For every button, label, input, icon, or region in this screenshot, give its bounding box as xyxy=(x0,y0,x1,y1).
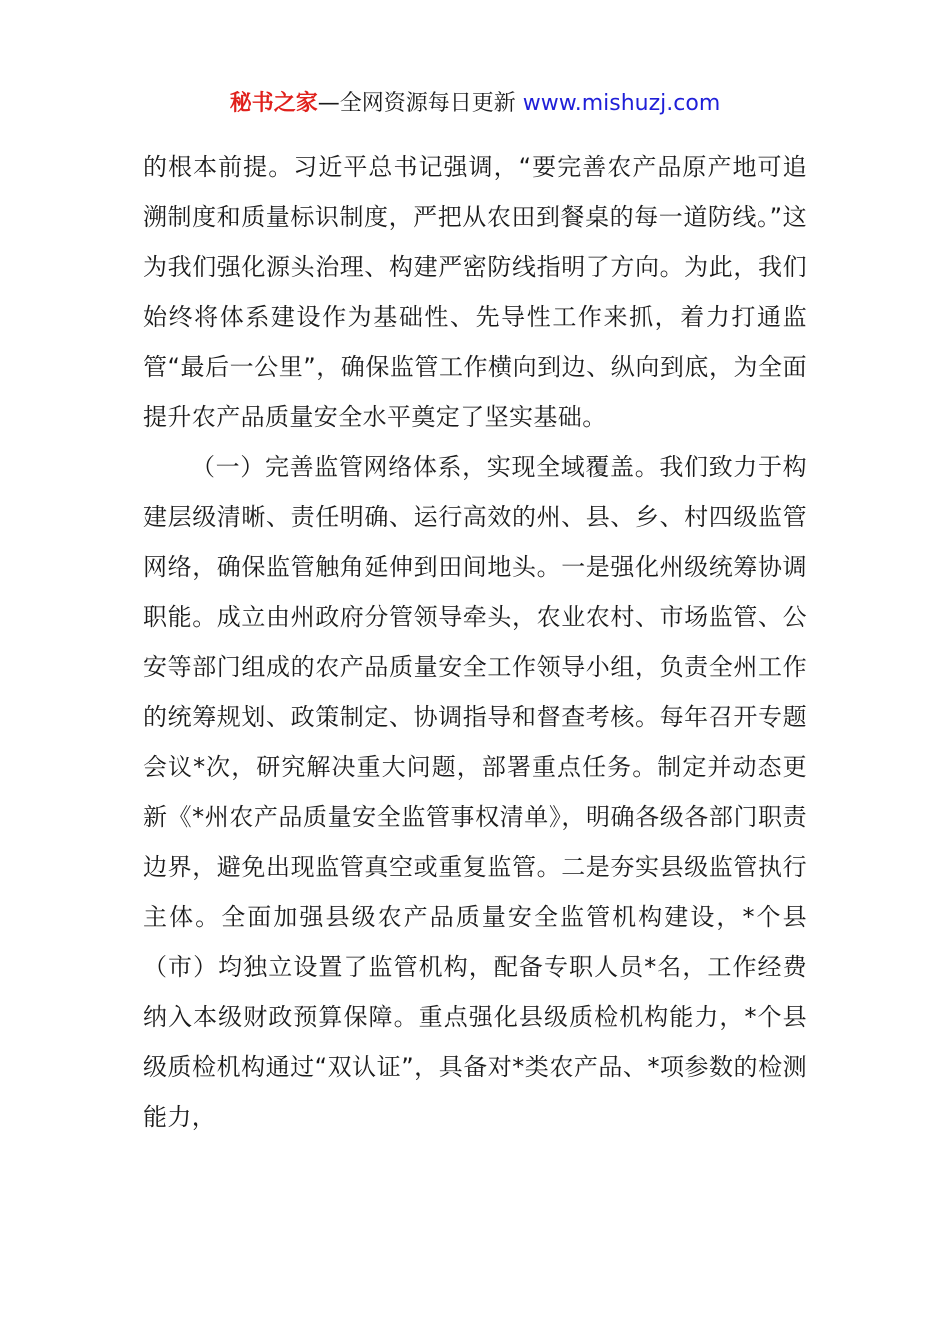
site-brand: 秘书之家 xyxy=(229,91,318,116)
paragraph-continuation: 的根本前提。习近平总书记强调，“要完善农产品原产地可追溯制度和质量标识制度，严把从农田到餐桌的每一道防线。”这为我们强化源头治理、构建严密防线指明了方向。为此，我们始终将体系建设作为基础性、先导性工作来抓，着力打通监管“最后一公里”，确保监管工作横向到边、纵向到底，为全面提升农产品质量安全水平奠定了坚实基础。 xyxy=(143,153,807,431)
site-tagline: —全网资源每日更新 xyxy=(317,91,523,116)
site-header xyxy=(0,86,950,122)
site-url-link[interactable]: www.mishuzj.com xyxy=(522,91,721,116)
paragraph-section-one: （一）完善监管网络体系，实现全域覆盖。我们致力于构建层级清晰、责任明确、运行高效的州、县、乡、村四级监管网络，确保监管触角延伸到田间地头。一是强化州级统筹协调职能。成立由州政府分管领导牵头，农业农村、市场监管、公安等部门组成的农产品质量安全工作领导小组，负责全州工作的统筹规划、政策制定、协调指导和督查考核。每年召开专题会议*次，研究解决重大问题，部署重点任务。制定并动态更新《*州农产品质量安全监管事权清单》，明确各级各部门职责边界，避免出现监管真空或重复监管。二是夯实县级监管执行主体。全面加强县级农产品质量安全监管机构建设，*个县（市）均独立设置了监管机构，配备专职人员*名，工作经费纳入本级财政预算保障。重点强化县级质检机构能力，*个县级质检机构通过“双认证”，具备对*类农产品、*项参数的检测能力， xyxy=(143,453,807,1131)
document-body xyxy=(143,142,807,1142)
